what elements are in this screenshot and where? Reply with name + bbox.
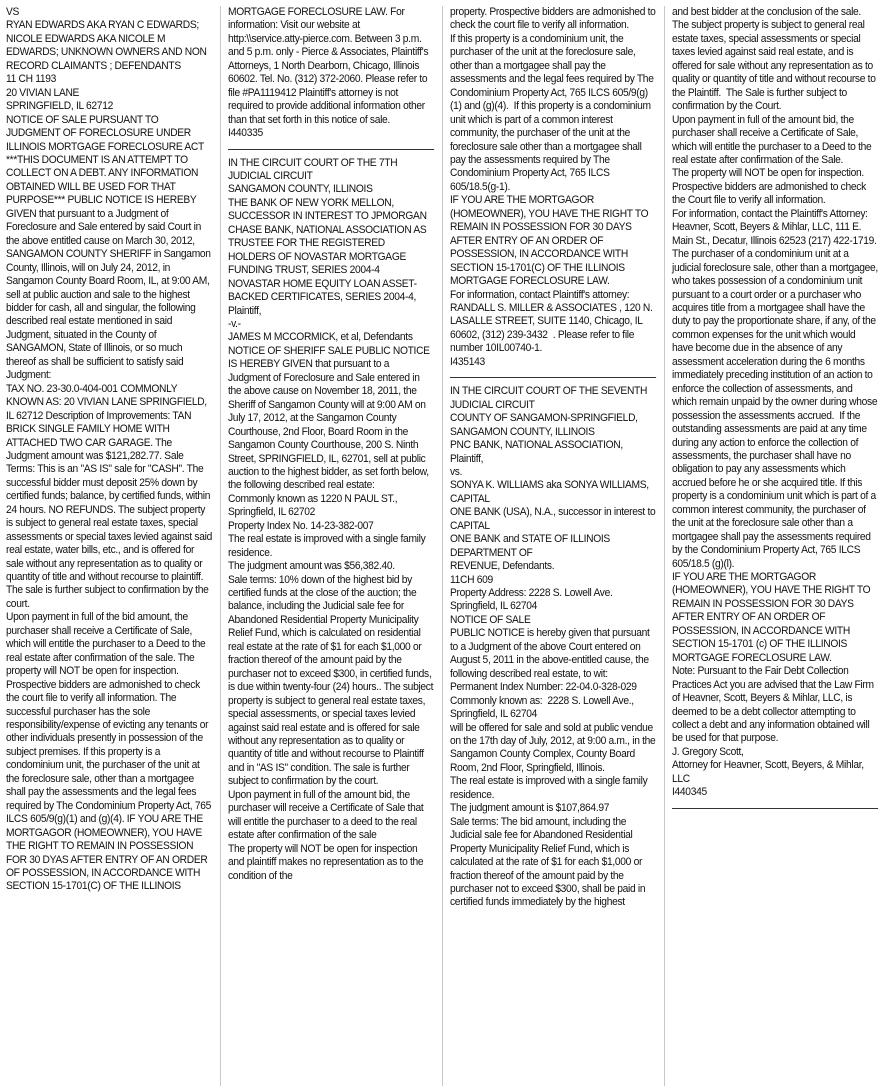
notice-text: property. Prospective bidders are admonished to check the court file to verify all information. If this property is a condominium unit, the purchaser of the unit at the foreclosure sale, other than a mortgagee shall pay the assessments and the legal fees required by The Condominium Property Act, 765 ILCS 605/9(g)(1) and (g)(4). If this property is a condominium unit which is part of a common interest community, the purchaser of the unit at the foreclosure sale other than a mortgagee shall pay the assessments required by The Condominium Property Act, 765 ILCS 605/18.5(g-1). IF YOU ARE THE MORTGAGOR (HOMEOWNER), YOU HAVE THE RIGHT TO REMAIN IN POSSESSION FOR 30 DAYS AFTER ENTRY OF AN ORDER OF POSSESSION, IN ACCORDANCE WITH SECTION 15-1701(C) OF THE ILLINOIS MORTGAGE FORECLOSURE LAW. For information, contact Plaintiff's attorney: RANDALL S. MILLER & ASSOCIATES , 120 N. LASALLE STREET, SUITE 1140, Chicago, IL 60602, (312) 239-3432 . Please refer to file number 10IL00740-1. I435143	[450, 6, 656, 368]
legal-notices-page	[6, 6, 878, 1086]
notice-divider	[228, 149, 434, 150]
column-4	[672, 6, 878, 1086]
column-2	[228, 6, 434, 1086]
notice-text: IN THE CIRCUIT COURT OF THE 7TH JUDICIAL CIRCUIT SANGAMON COUNTY, ILLINOIS THE BANK OF NEW YORK MELLON, SUCCESSOR IN INTEREST TO JPMORGAN CHASE BANK, NATIONAL ASSOCIATION AS TRUSTEE FOR THE REGISTERED HOLDERS OF NOVASTAR MORTGAGE FUNDING TRUST, SERIES 2004-4 NOVASTAR HOME EQUITY LOAN ASSET-BACKED CERTIFICATES, SERIES 2004-4, Plaintiff, -v.- JAMES M MCCORMICK, et al, Defendants NOTICE OF SHERIFF SALE PUBLIC NOTICE IS HEREBY GIVEN that pursuant to a Judgment of Foreclosure and Sale entered in the above cause on November 18, 2011, the Sheriff of Sangamon County will at 9:00 AM on July 17, 2012, at the Sangamon County Courthouse, 2nd Floor, Board Room in the Sangamon County Courthouse, 200 S. Ninth Street, SPRINGFIELD, IL, 62701, sell at public auction to the highest bidder, as set forth below, the following described real estate: Commonly known as 1220 N PAUL ST., Springfield, IL 62702 Property Index No. 14-23-382-007 The real estate is improved with a single family residence. The judgment amount was $56,382.40. Sale terms: 10% down of the highest bid by certified funds at the close of the auction; the balance, including the Judicial sale fee for Abandoned Residential Property Municipality Relief Fund, which is calculated on residential real estate at the rate of $1 for each $1,000 or fraction thereof of the amount paid by the purchaser not to exceed $300, in certified funds, is due within twenty-four (24) hours.. The subject property is subject to general real estate taxes, special assessments, or special taxes levied against said real estate and is offered for sale without any representation as to quality or quantity of title and without recourse to Plaintiff and in "AS IS" condition. The sale is further subject to confirmation by the court. Upon payment in full of the amount bid, the purchaser will receive a Certificate of Sale that will entitle the purchaser to a deed to the real estate after confirmation of the sale The property will NOT be open for inspection and plaintiff makes no representation as to the condition of the	[228, 156, 434, 882]
notice-text: MORTGAGE FORECLOSURE LAW. For information: Visit our website at http:\\service.atty-pierce.com. Between 3 p.m. and 5 p.m. only - Pierce & Associates, Plaintiff's Attorneys, 1 North Dearborn, Chicago, Illinois 60602. Tel. No. (312) 372-2060. Please refer to file #PA1119412 Plaintiff's attorney is not required to provide additional information other than that set forth in this notice of sale. I440335	[228, 6, 429, 140]
notice-text: VS RYAN EDWARDS AKA RYAN C EDWARDS; NICOLE EDWARDS AKA NICOLE M EDWARDS; UNKNOWN OWNERS AND NON RECORD CLAIMANTS ; DEFENDANTS 11 CH 1193 20 VIVIAN LANE SPRINGFIELD, IL 62712 NOTICE OF SALE PURSUANT TO JUDGMENT OF FORECLOSURE UNDER ILLINOIS MORTGAGE FORECLOSURE ACT ***THIS DOCUMENT IS AN ATTEMPT TO COLLECT ON A DEBT. ANY INFORMATION OBTAINED WILL BE USED FOR THAT PURPOSE*** PUBLIC NOTICE IS HEREBY GIVEN that pursuant to a Judgment of Foreclosure and Sale entered by said Court in the above entitled cause on March 30, 2012, SANGAMON COUNTY SHERIFF in Sangamon County, Illinois, will on July 24, 2012, in Sangamon County Board Room, IL, at 9:00 AM, sell at public auction and sale to the highest bidder for cash, all and singular, the following described real estate mentioned in said Judgment, situated in the County of SANGAMON, State of Illinois, or so much thereof as shall be sufficient to satisfy said Judgment: TAX NO. 23-30.0-404-001 COMMONLY KNOWN AS: 20 VIVIAN LANE SPRINGFIELD, IL 62712 Description of Improvements: TAN BRICK SINGLE FAMILY HOME WITH ATTACHED TWO CAR GARAGE. The Judgment amount was $121,282.77. Sale Terms: This is an "AS IS" sale for "CASH". The successful bidder must deposit 25% down by certified funds; balance, by certified funds, within 24 hours. NO REFUNDS. The subject property is subject to general real estate taxes, special assessments or special taxes levied against said real estate, water bills, etc., and is offered for sale without any representation as to quality or quantity of title and without recourse to plaintiff. The sale is further subject to confirmation by the court. Upon payment in full of the bid amount, the purchaser shall receive a Certificate of Sale, which will entitle the purchaser to a Deed to the real estate after confirmation of the sale. The property will NOT be open for inspection. Prospective bidders are admonished to check the court file to verify all information. The successful purchaser has the sole responsibility/expense of evicting any tenants or other individuals presently in possession of the subject premises. If this property is a condominium unit, the purchaser of the unit at the foreclosure sale, other than a mortgagee shall pay the assessments and the legal fees required by The Condominium Property Act, 765 ILCS 605/9(g)(1) and (g)(4). IF YOU ARE THE MORTGAGOR (HOMEOWNER), YOU HAVE THE RIGHT TO REMAIN IN POSSESSION FOR 30 DYAS AFTER ENTRY OF AN ORDER OF POSSESSION, IN ACCORDANCE WITH SECTION 15-1701(C) OF THE ILLINOIS	[6, 6, 212, 893]
column-1	[6, 6, 212, 1086]
column-3	[450, 6, 656, 1086]
notice-text: and best bidder at the conclusion of the sale. The subject property is subject to general real estate taxes, special assessments or special taxes levied against said real estate, and is offered for sale without any representation as to quality or quantity of title and without recourse to the Plaintiff. The Sale is further subject to confirmation by the Court. Upon payment in full of the amount bid, the purchaser shall receive a Certificate of Sale, which will entitle the purchaser to a Deed to the real estate after confirmation of the Sale. The property will NOT be open for inspection. Prospective bidders are admonished to check the Court file to verify all information. For information, contact the Plaintiff's Attorney: Heavner, Scott, Beyers & Mihlar, LLC, 111 E. Main St., Decatur, Illinois 62523 (217) 422-1719. The purchaser of a condominium unit at a judicial foreclosure sale, other than a mortgagee, who takes possession of a condominium unit pursuant to a court order or a purchaser who acquires title from a mortgagee shall have the duty to pay the proportionate share, if any, of the common expenses for the unit which would have become due in the absence of any assessment acceleration during the 6 months immediately preceding institution of an action to enforce the collection of assessments, and which remain unpaid by the owner during whose possession the assessments accrued. If the outstanding assessments are paid at any time during any action to enforce the collection of assessments, the purchaser shall have no obligation to pay any assessments which accrued before he or she acquired title. If this property is a condominium unit which is part of a common interest community, the purchaser of the unit at the foreclosure sale other than a mortgagee shall pay the assessments required by the Condominium Property Act, 765 ILCS 605/18.5 (g)(l). IF YOU ARE THE MORTGAGOR (HOMEOWNER), YOU HAVE THE RIGHT TO REMAIN IN POSSESSION FOR 30 DAYS AFTER ENTRY OF AN ORDER OF POSSESSION, IN ACCORDANCE WITH SECTION 15-1701 (c) OF THE ILLINOIS MORTGAGE FORECLOSURE LAW. Note: Pursuant to the Fair Debt Collection Practices Act you are advised that the Law Firm of Heavner, Scott, Beyers & Mihlar, LLC, is deemed to be a debt collector attempting to collect a debt and any information obtained will be used for that purpose. J. Gregory Scott, Attorney for Heavner, Scott, Beyers, & Mihlar, LLC I440345	[672, 6, 878, 799]
notice-text: IN THE CIRCUIT COURT OF THE SEVENTH JUDICIAL CIRCUIT COUNTY OF SANGAMON-SPRINGFIELD, SANGAMON COUNTY, ILLINOIS PNC BANK, NATIONAL ASSOCIATION, Plaintiff, vs. SONYA K. WILLIAMS aka SONYA WILLIAMS, CAPITAL ONE BANK (USA), N.A., successor in interest to CAPITAL ONE BANK and STATE OF ILLINOIS DEPARTMENT OF REVENUE, Defendants. 11CH 609 Property Address: 2228 S. Lowell Ave. Springfield, IL 62704 NOTICE OF SALE PUBLIC NOTICE is hereby given that pursuant to a Judgment of the above Court entered on August 5, 2011 in the above-entitled cause, the following described real estate, to wit: Permanent Index Number: 22-04.0-328-029 Commonly known as: 2228 S. Lowell Ave., Springfield, IL 62704 will be offered for sale and sold at public vendue on the 17th day of July, 2012, at 9:00 a.m., in the Sangamon County Complex, County Board Room, 2nd Floor, Springfield, Illinois. The real estate is improved with a single family residence. The judgment amount is $107,864.97 Sale terms: The bid amount, including the Judicial sale fee for Abandoned Residential Property Municipality Relief Fund, which is calculated at the rate of $1 for each $1,000 or fraction thereof of the amount paid by the purchaser not to exceed $300, shall be paid in certified funds immediately by the highest	[450, 385, 656, 909]
notice-divider	[450, 377, 656, 378]
notice-divider	[672, 808, 878, 809]
